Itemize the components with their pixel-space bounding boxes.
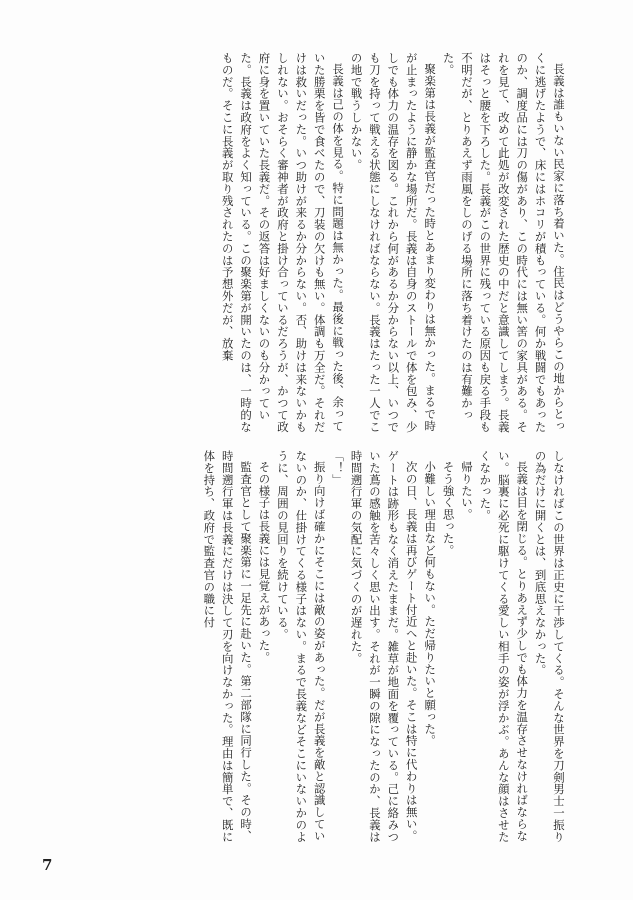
paragraph: しなければこの世界は正史に干渉してくる。そんな世界を刀剣男士一振りの為だけに開くとは、到底思えなかった。 (533, 450, 566, 843)
paragraph: 「！」 (331, 450, 346, 486)
paragraph: 帰りたい。 (459, 461, 474, 521)
paragraph: 長義は己の体を見る。特に問題は無かった。最後に戦った後、余っていた勝栗を皆で食べたので、刀装の欠けも無い。体調も万全だ。それだけは救いだった。いつ助けが来るか分からない。否、助けは来ないかもしれない。おそらく審神者が政府と掛け合っているだろうが、かつて政府に身を置いていた長義だ。その返答は好ましくないのも分かっていた。長義は政府をよく知っている。この聚楽第が開いたのは、一時的なものだ。そこに長義が取り残されたのは予想外だが、放棄 (220, 52, 346, 433)
paragraph: 聚楽第は長義が監査官だった時とあまり変わりは無かった。まるで時が止まったように静かな場所だ。長義は自身のストールで体を包み、少しでも体力の温存を図る。これから何があるか分からない以上、いつでも刀を持って戦える状態にしなければならない。長義はたった一人でこの地で戦うしかない。 (349, 52, 438, 433)
paragraph: 小難しい理由など何もない。ただ帰りたいと願った。 (423, 461, 438, 747)
paragraph: そう強く思った。 (441, 461, 456, 557)
paragraph: 監査官として聚楽第に一足先に赴いた。第二部隊に同行した。その時、時間遡行軍は長義にだけは決して刃を向けなかった。理由は簡単で、既に体を持ち、政府で監査官の職に付 (202, 450, 254, 843)
paragraph: 振り向けば確かにそこには敵の姿があった。だが長義を敵と認識していないのか、仕掛けてくる様子はない。まるで長義などそこにいないかのように、周囲の見回りを続けている。 (275, 450, 327, 843)
page-number: 7 (42, 856, 53, 874)
paragraph: 長義は誰もいない民家に落ち着いた。住民はどうやらこの地からとっくに逃げたようで、床にはホコリが積もっている。何か戦闘でもあったのか、調度品には刀の傷があり、この時代には無い筈の家具がある。それを見て、改めて此処が改変された歴史の中だと意識してしまう。長義はそっと腰を下ろした。長義がこの世界に残っている原因も戻る手段も不明だが、とりあえず雨風をしのげる場所に落ち着けたのは有難かった。 (441, 52, 566, 433)
text-block-top (58, 52, 568, 437)
paragraph: 長義は目を閉じる。とりあえず少しでも体力を温存させなければならない。脳裏に必死に駆けてくる愛しい相手の姿が浮かぶ。あんな顔はさせたくなかった。 (478, 450, 530, 843)
text-block-bottom (58, 450, 568, 845)
paragraph: その様子は長義には見覚えがあった。 (257, 461, 272, 664)
paragraph: 次の日、長義は再びゲート付近へと赴いた。そこは特に代わりは無い。ゲートは跡形もなく消えたままだ。雑草が地面を覆っている。己に絡みついた蔦の感触を苦々しく思い出す。それが一瞬の隙になったのか、長義は時間遡行軍の気配に気づくのが遅れた。 (349, 450, 419, 843)
